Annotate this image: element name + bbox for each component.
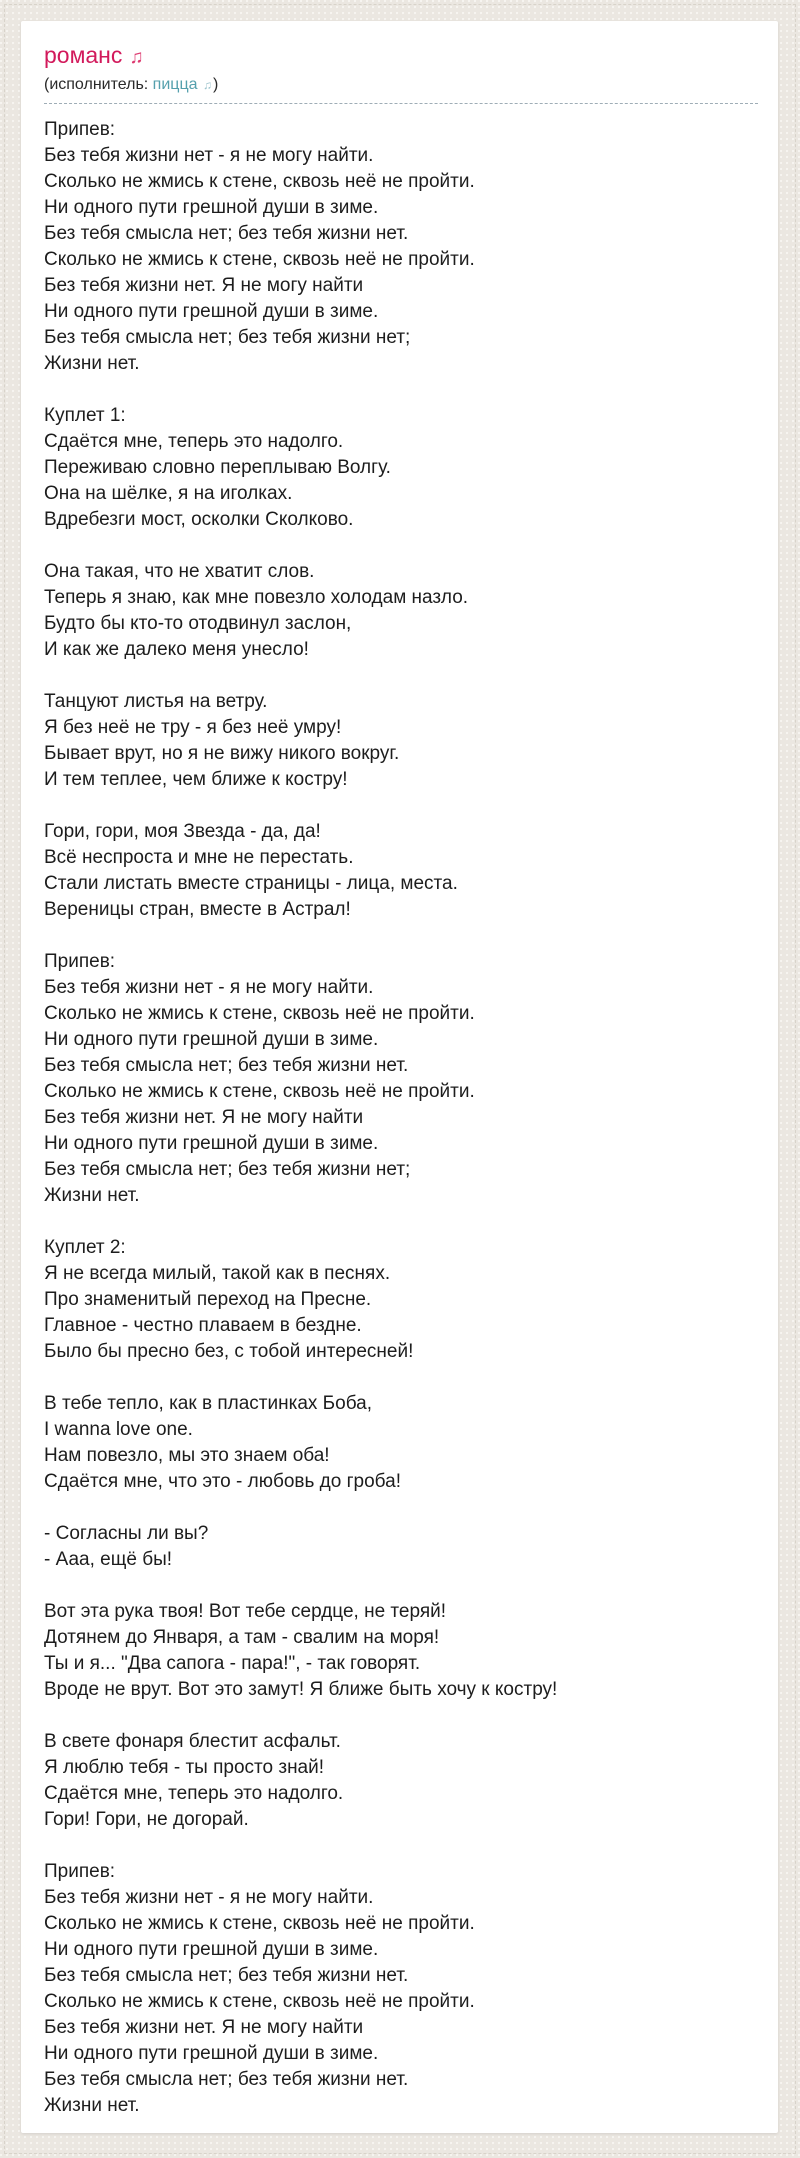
lyric-line: Сколько не жмись к стене, сквозь неё не пройти.: [44, 1991, 475, 2012]
lyric-line: Гори! Гори, не догорай.: [44, 1809, 249, 1830]
lyric-line: Я без неё не тру - я без неё умру!: [44, 717, 342, 738]
lyric-line: Ни одного пути грешной души в зиме.: [44, 2043, 379, 2064]
stanza: [44, 1391, 758, 1495]
stanza: [44, 403, 758, 533]
lyric-line: И как же далеко меня унесло!: [44, 639, 309, 660]
artist-line: [44, 75, 758, 104]
lyric-line: Теперь я знаю, как мне повезло холодам назло.: [44, 587, 469, 608]
lyric-line: И тем теплее, чем ближе к костру!: [44, 769, 348, 790]
lyric-line: Всё неспроста и мне не перестать.: [44, 847, 354, 868]
lyric-line: Без тебя смысла нет; без тебя жизни нет.: [44, 1055, 409, 1076]
lyric-line: Жизни нет.: [44, 1185, 140, 1206]
artist-prefix: (исполнитель:: [44, 76, 149, 93]
lyric-line: Я люблю тебя - ты просто знай!: [44, 1757, 325, 1778]
lyric-line: Ты и я... "Два сапога - пара!", - так говорят.: [44, 1653, 421, 1674]
stanza: [44, 1235, 758, 1365]
lyric-line: Вот эта рука твоя! Вот тебе сердце, не теряй!: [44, 1601, 447, 1622]
artist-suffix: ): [212, 76, 219, 93]
lyric-line: Ни одного пути грешной души в зиме.: [44, 197, 379, 218]
lyric-line: Ни одного пути грешной души в зиме.: [44, 1133, 379, 1154]
lyric-line: Без тебя смысла нет; без тебя жизни нет;: [44, 327, 411, 348]
lyric-line: Переживаю словно переплываю Волгу.: [44, 457, 391, 478]
lyric-line: Без тебя жизни нет. Я не могу найти: [44, 1107, 364, 1128]
lyrics: [44, 117, 758, 2119]
lyric-line: I wanna love one.: [44, 1419, 193, 1440]
lyric-line: Без тебя смысла нет; без тебя жизни нет.: [44, 223, 409, 244]
lyric-line: Сколько не жмись к стене, сквозь неё не пройти.: [44, 171, 475, 192]
lyric-line: Без тебя жизни нет. Я не могу найти: [44, 275, 364, 296]
stanza: [44, 117, 758, 377]
lyric-line: Без тебя жизни нет - я не могу найти.: [44, 1887, 374, 1908]
lyric-line: В свете фонаря блестит асфальт.: [44, 1731, 341, 1752]
lyric-line: Танцуют листья на ветру.: [44, 691, 268, 712]
lyric-line: Припев:: [44, 951, 116, 972]
lyric-line: Куплет 1:: [44, 405, 126, 426]
lyric-line: В тебе тепло, как в пластинках Боба,: [44, 1393, 372, 1414]
lyric-line: Без тебя жизни нет - я не могу найти.: [44, 145, 374, 166]
stanza: [44, 1521, 758, 1573]
lyric-line: Вдребезги мост, осколки Сколково.: [44, 509, 354, 530]
lyric-line: - Согласны ли вы?: [44, 1523, 209, 1544]
lyric-line: Дотянем до Января, а там - свалим на моря!: [44, 1627, 440, 1648]
lyric-line: Вереницы стран, вместе в Астрал!: [44, 899, 351, 920]
artist-link[interactable]: пицца: [152, 76, 198, 93]
lyric-line: Сколько не жмись к стене, сквозь неё не пройти.: [44, 1081, 475, 1102]
lyric-line: Сколько не жмись к стене, сквозь неё не пройти.: [44, 249, 475, 270]
lyric-line: Жизни нет.: [44, 2095, 140, 2116]
lyric-line: Стали листать вместе страницы - лица, места.: [44, 873, 458, 894]
lyric-line: Без тебя смысла нет; без тебя жизни нет.: [44, 2069, 409, 2090]
artist-music-note-icon[interactable]: ♫: [202, 78, 212, 92]
lyric-line: Жизни нет.: [44, 353, 140, 374]
stanza: [44, 689, 758, 793]
lyric-line: Без тебя жизни нет. Я не могу найти: [44, 2017, 364, 2038]
lyric-line: Ни одного пути грешной души в зиме.: [44, 1939, 379, 1960]
lyric-line: Я не всегда милый, такой как в песнях.: [44, 1263, 391, 1284]
lyric-line: Сдаётся мне, теперь это надолго.: [44, 431, 344, 452]
stanza: [44, 1859, 758, 2119]
lyric-line: Сколько не жмись к стене, сквозь неё не пройти.: [44, 1913, 475, 1934]
stanza: [44, 1729, 758, 1833]
lyric-line: Куплет 2:: [44, 1237, 126, 1258]
lyric-line: Ни одного пути грешной души в зиме.: [44, 301, 379, 322]
lyric-line: Вроде не врут. Вот это замут! Я ближе быть хочу к костру!: [44, 1679, 558, 1700]
lyric-line: Нам повезло, мы это знаем оба!: [44, 1445, 330, 1466]
lyric-line: Припев:: [44, 1861, 116, 1882]
lyric-line: - Ааа, ещё бы!: [44, 1549, 173, 1570]
lyric-line: Про знаменитый переход на Пресне.: [44, 1289, 372, 1310]
lyric-line: Главное - честно плаваем в бездне.: [44, 1315, 362, 1336]
lyric-line: Бывает врут, но я не вижу никого вокруг.: [44, 743, 400, 764]
lyric-line: Будто бы кто-то отодвинул заслон,: [44, 613, 352, 634]
lyric-line: Она такая, что не хватит слов.: [44, 561, 315, 582]
stanza: [44, 559, 758, 663]
lyric-line: Гори, гори, моя Звезда - да, да!: [44, 821, 321, 842]
lyrics-card: [21, 21, 778, 2133]
lyric-line: Ни одного пути грешной души в зиме.: [44, 1029, 379, 1050]
lyric-line: Без тебя жизни нет - я не могу найти.: [44, 977, 374, 998]
lyric-line: Было бы пресно без, с тобой интересней!: [44, 1341, 414, 1362]
lyric-line: Сдаётся мне, теперь это надолго.: [44, 1783, 344, 1804]
stanza: [44, 819, 758, 923]
song-title: [44, 41, 758, 72]
lyric-line: Она на шёлке, я на иголках.: [44, 483, 293, 504]
lyric-line: Без тебя смысла нет; без тебя жизни нет;: [44, 1159, 411, 1180]
lyric-line: Сколько не жмись к стене, сквозь неё не пройти.: [44, 1003, 475, 1024]
stanza: [44, 949, 758, 1209]
music-note-icon[interactable]: ♫: [129, 47, 144, 68]
lyric-line: Сдаётся мне, что это - любовь до гроба!: [44, 1471, 401, 1492]
lyric-line: Припев:: [44, 119, 116, 140]
song-title-text: романс: [44, 42, 123, 68]
stanza: [44, 1599, 758, 1703]
lyric-line: Без тебя смысла нет; без тебя жизни нет.: [44, 1965, 409, 1986]
